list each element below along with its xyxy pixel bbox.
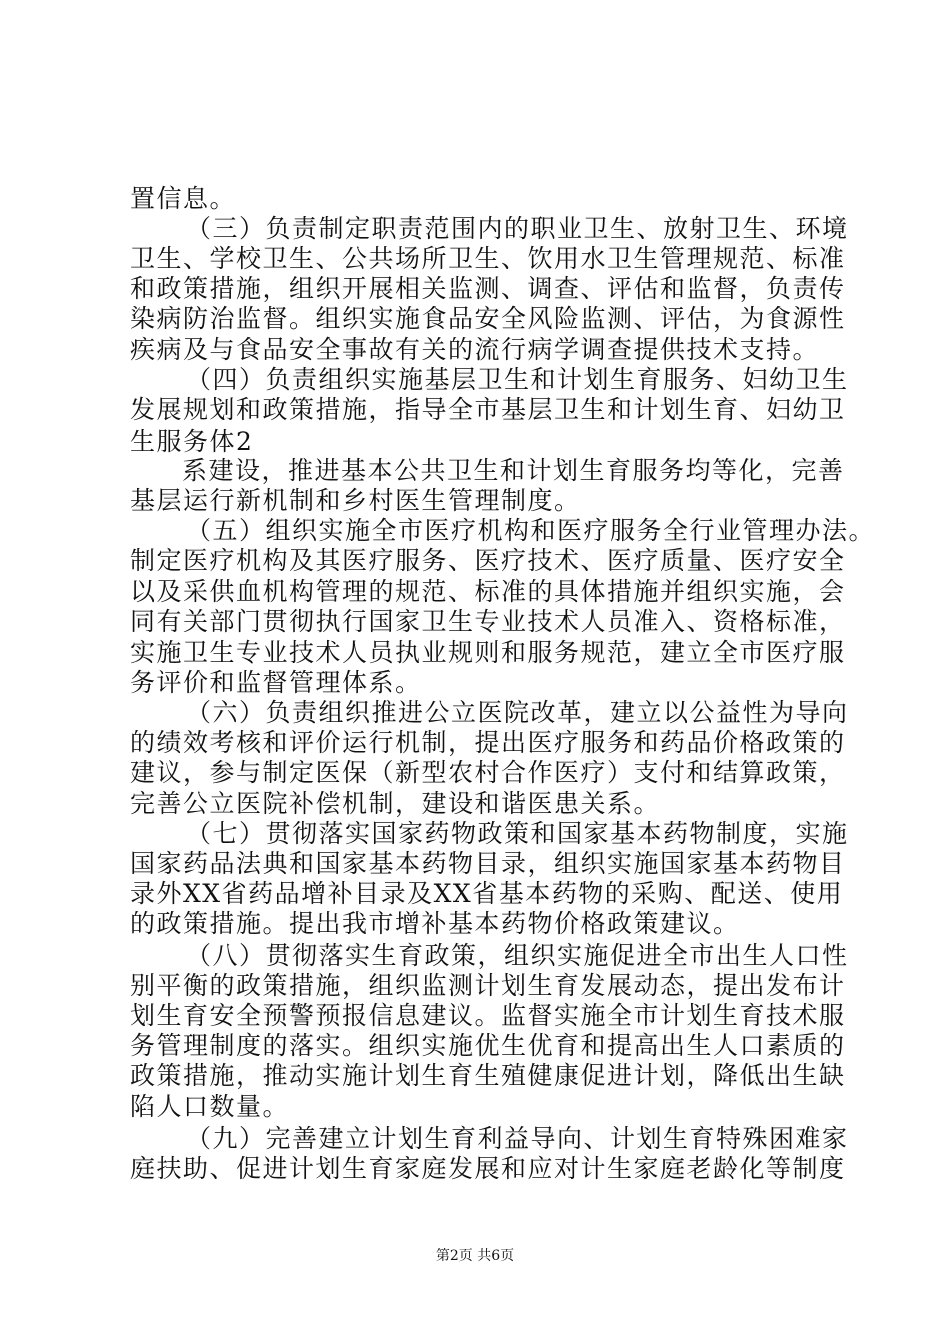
text-line: （三）负责制定职责范围内的职业卫生、放射卫生、环境 — [186, 214, 849, 243]
text-line: 庭扶助、促进计划生育家庭发展和应对计生家庭老龄化等制度 — [130, 1154, 846, 1183]
text-line: （四）负责组织实施基层卫生和计划生育服务、妇幼卫生 — [186, 365, 849, 394]
text-line: 染病防治监督。组织实施食品安全风险监测、评估，为食源性 — [130, 304, 846, 333]
text-line: （六）负责组织推进公立医院改革，建立以公益性为导向 — [186, 698, 849, 727]
text-line: （七）贯彻落实国家药物政策和国家基本药物制度，实施 — [186, 819, 849, 848]
text-line: 实施卫生专业技术人员执业规则和服务规范，建立全市医疗服 — [130, 638, 846, 667]
text-line: 政策措施，推动实施计划生育生殖健康促进计划，降低出生缺 — [130, 1061, 846, 1090]
text-line: 务评价和监督管理体系。 — [130, 668, 422, 697]
text-line: 国家药品法典和国家基本药物目录，组织实施国家基本药物目 — [130, 849, 846, 878]
text-line: （九）完善建立计划生育利益导向、计划生育特殊困难家 — [186, 1124, 849, 1153]
text-line: 疾病及与食品安全事故有关的流行病学调查提供技术支持。 — [130, 335, 820, 364]
text-line: 的政策措施。提出我市增补基本药物价格政策建议。 — [130, 909, 740, 938]
text-line: 卫生、学校卫生、公共场所卫生、饮用水卫生管理规范、标准 — [130, 244, 846, 273]
page-footer: 第2页 共6页 — [435, 1248, 515, 1264]
text-line: 录外XX省药品增补目录及XX省基本药物的采购、配送、使用 — [130, 879, 844, 908]
text-line: 划生育安全预警预报信息建议。监督实施全市计划生育技术服 — [130, 1001, 846, 1030]
text-line: 务管理制度的落实。组织实施优生优育和提高出生人口素质的 — [130, 1031, 846, 1060]
text-line: 的绩效考核和评价运行机制，提出医疗服务和药品价格政策的 — [130, 728, 846, 757]
text-line: 完善公立医院补偿机制，建设和谐医患关系。 — [130, 789, 661, 818]
text-line: 以及采供血机构管理的规范、标准的具体措施并组织实施，会 — [130, 577, 846, 606]
text-line: 和政策措施，组织开展相关监测、调查、评估和监督，负责传 — [130, 274, 846, 303]
text-line: 建议，参与制定医保（新型农村合作医疗）支付和结算政策， — [130, 758, 846, 787]
text-line: 生服务体2 — [130, 427, 254, 456]
text-line: 别平衡的政策措施，组织监测计划生育发展动态，提出发布计 — [130, 971, 846, 1000]
text-line: 置信息。 — [130, 184, 237, 213]
text-line: （八）贯彻落实生育政策，组织实施促进全市出生人口性 — [186, 941, 849, 970]
text-line: （五）组织实施全市医疗机构和医疗服务全行业管理办法。 — [186, 516, 876, 545]
text-line: 基层运行新机制和乡村医生管理制度。 — [130, 486, 581, 515]
text-line: 系建设，推进基本公共卫生和计划生育服务均等化，完善 — [182, 456, 845, 485]
text-line: 同有关部门贯彻执行国家卫生专业技术人员准入、资格标准， — [130, 607, 846, 636]
text-line: 陷人口数量。 — [130, 1092, 290, 1121]
text-line: 制定医疗机构及其医疗服务、医疗技术、医疗质量、医疗安全 — [130, 546, 846, 575]
text-line: 发展规划和政策措施，指导全市基层卫生和计划生育、妇幼卫 — [130, 395, 846, 424]
